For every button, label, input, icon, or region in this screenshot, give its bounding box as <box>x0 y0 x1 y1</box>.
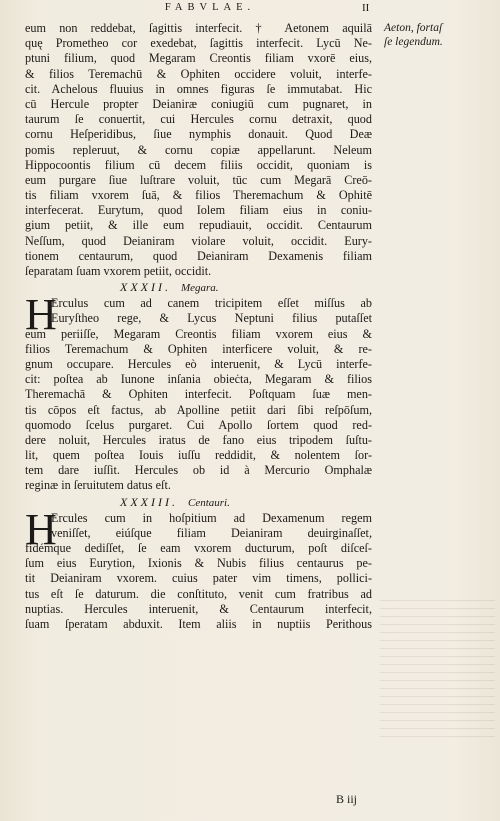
text-line: Ercules cum in hoſpitium ad Dexamenum regem <box>51 510 372 525</box>
text-line: Theremachā & Ophiten interfecit. Poſtquam ſuæ men- <box>25 387 372 402</box>
text-line: ſuam ſperatam abduxit. Item aliis in nuptiis Perithous <box>25 616 372 631</box>
page-number: II <box>362 2 370 14</box>
text-line: tem dare iuſſit. Hercules ob id à Mercurio Omphalæ <box>25 463 372 478</box>
section-heading-32 <box>25 279 372 296</box>
text-line: fidémque dediſſet, ſe eam vxorem ducturum, poſt diſceſ- <box>25 541 372 555</box>
text-line: tus eſt ſe daturum. die conſtituto, venit cum fratribus ad <box>25 586 372 601</box>
text-line: lit, quem poſtea Iouis iuſſu reddidit, & nolentem ſor- <box>25 448 372 463</box>
text-line: cū Hercule propter Deianiræ coniugiū cum pugnaret, in <box>25 96 372 111</box>
section-title: Megara. <box>180 282 219 295</box>
text-line: gium petiit, & ille eum repudiauit, occidit. Centaurum <box>25 218 372 233</box>
section-number: XXXII. <box>120 280 171 295</box>
text-line: & filios Teremachū & Ophiten occidere voluit, interfe- <box>25 66 372 81</box>
text-line: tis cōpos eſt factus, ab Apolline petiit dari ſibi reſpōſum, <box>25 402 372 417</box>
text-line: eum purgare ſiue luſtrare voluit, tūc cum Megarā Creō- <box>25 172 372 187</box>
section-heading-33 <box>25 494 372 511</box>
section-33-paragraph <box>25 504 372 633</box>
section-title: Centauri. <box>187 496 230 509</box>
text-line: pomis repleruut, & cornu copiæ appellarunt. Neleum <box>25 142 372 157</box>
text-line: veniſſet, eiúſque filiam Deianiram deuirginaſſet, <box>51 525 372 540</box>
opening-paragraph <box>25 21 372 279</box>
running-title: FABVLAE. <box>164 2 256 13</box>
text-line: dere noluit, Hercules iratus de fano eius tripodem ſuſtu- <box>25 432 372 447</box>
marginal-note-line: Aeton, fortaſ <box>384 22 443 34</box>
marginal-note-line: ſe legendum. <box>384 35 443 48</box>
text-line: Hippocoontis filium cū decem filiis occidit, quoniam is <box>25 157 372 172</box>
text-line: tionem centaurum, quod Deianiram Dexamenis filiam <box>25 248 372 263</box>
text-line: eum periiſſe, Megaram Creontis filiam vxorem eius & <box>25 326 372 341</box>
text-line: cit. Achelous fluuius in omnes figuras ſe immutabat. Hic <box>25 81 372 96</box>
text-line: quę Prometheo cor exedebat, ſagittis interfecit. Lycū Ne- <box>25 36 372 51</box>
text-line: Neſſum, quod Deianiram violare voluit, occidit. Eury- <box>25 233 372 248</box>
marginal-note <box>384 22 496 49</box>
signature-mark: B iij <box>336 792 358 806</box>
text-line: filios Teremachum & Ophiten interficere voluit, & re- <box>25 341 372 356</box>
text-line: quomodo ſcelus purgaret. Cui Apollo ſortem quod red- <box>25 417 372 432</box>
drop-cap: H <box>25 504 57 554</box>
text-line: taurum ſe conuertit, cui Hercules cornu detraxit, quod <box>25 112 372 127</box>
text-line: cornu Heſperidibus, ſiue nymphis donauit. Quod Deæ <box>25 127 372 142</box>
text-line: ſeparatam ſuam vxorem petiit, occidit. <box>25 264 212 278</box>
drop-cap: H <box>25 290 57 340</box>
text-line: cit: poſtea ab Iunone inſania obieċta, Megaram & filios <box>25 372 372 387</box>
text-line: ſum eius Eurytion, Ixionis & Nubis filius centaurus pe- <box>25 556 372 571</box>
text-line: ptuni filium, quod Megaram Creontis filiam vxorē eius, <box>25 51 372 66</box>
show-through-text <box>380 600 495 740</box>
text-line: tis filiam vxorem ſuā, & filios Theremachum & Ophitē <box>25 188 372 203</box>
text-line: interfecerat. Eurytum, quod Iolem filiam eius in coniu- <box>25 203 372 218</box>
text-line: gnum occupare. Hercules eò interuenit, & Lycū interfe- <box>25 356 372 371</box>
main-text <box>25 21 372 632</box>
text-line: reginæ in ſeruitutem datus eſt. <box>25 478 171 493</box>
text-line: eum non reddebat, ſagittis interfecit. † Aetonem aquilā <box>25 21 372 35</box>
section-number: XXXIII. <box>120 494 178 509</box>
section-32-paragraph <box>25 290 372 493</box>
text-line: tit Deianiram vxorem. cuius pater vim timens, pollici- <box>25 571 372 586</box>
text-line: Erculus cum ad canem tricipitem eſſet miſſus ab <box>51 296 372 311</box>
text-line: nuptias. Hercules interuenit, & Centaurum interfecit, <box>25 601 372 616</box>
text-line: Euryſtheo rege, & Lycus Neptuni filius putaſſet <box>51 311 372 326</box>
